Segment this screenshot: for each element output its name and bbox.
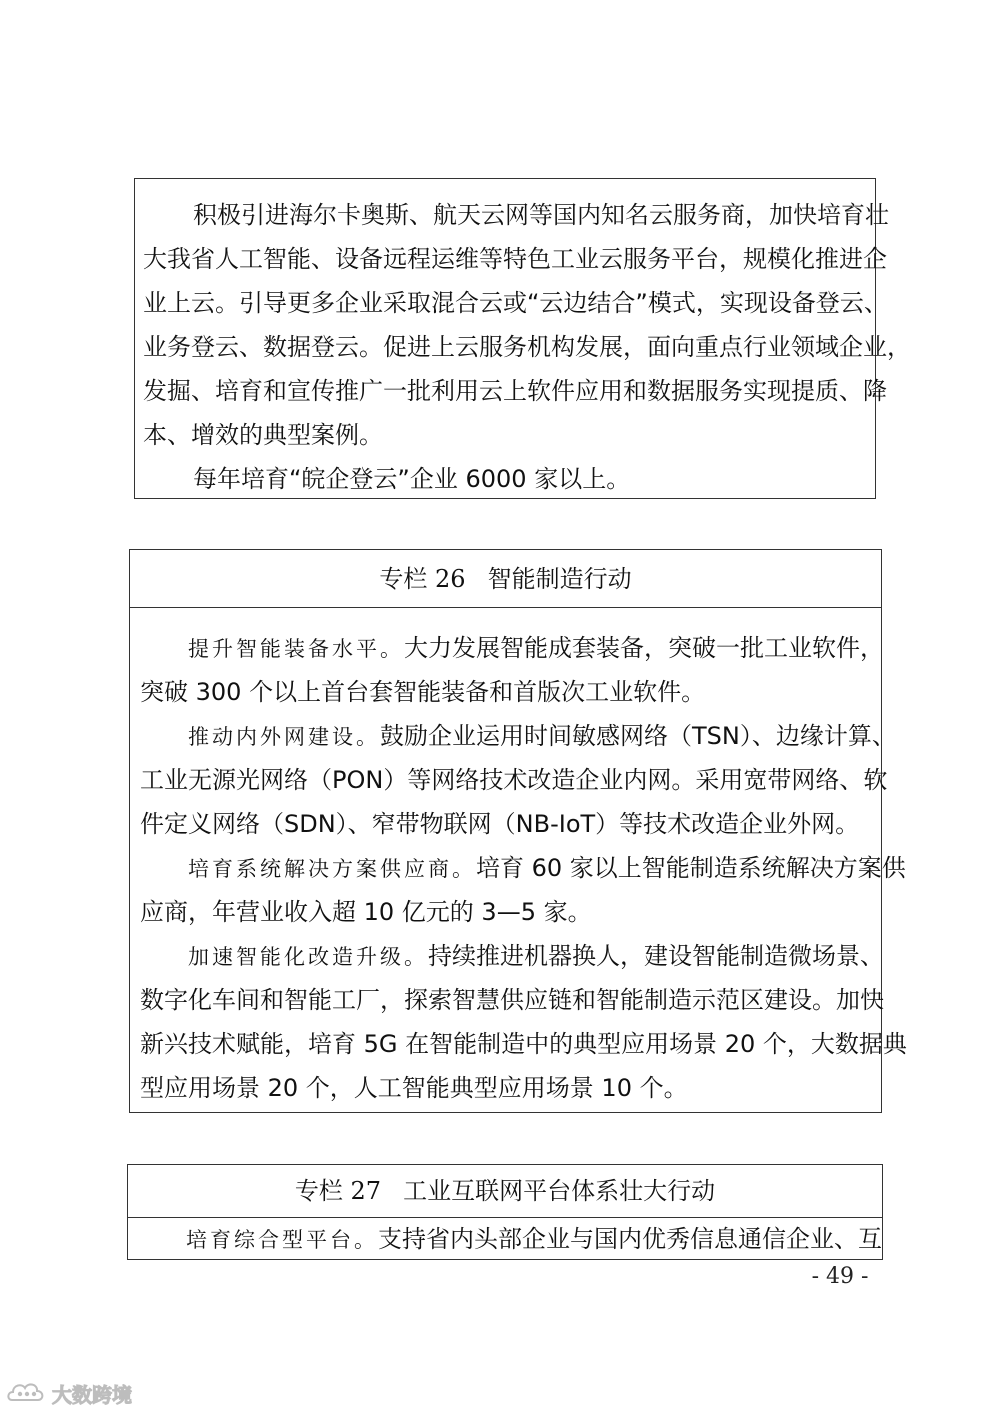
c27-p1-lead: 培育综合型平台。 [186,1228,378,1252]
watermark-text: 大数跨境 [52,1382,132,1407]
column-26-header [130,550,881,608]
intro-line-7: 每年培育“皖企登云”企业 6000 家以上。 [193,465,631,493]
c26-p4-line-4: 型应用场景 20 个，人工智能典型应用场景 10 个。 [140,1074,688,1102]
intro-line-2: 大我省人工智能、设备远程运维等特色工业云服务平台，规模化推进企 [143,245,887,273]
cloud-logo-icon [6,1378,46,1408]
column-27-box [127,1164,883,1260]
c26-p3-line-1 [188,846,906,890]
column-27-header [128,1165,882,1218]
column-26-number: 专栏 26 [379,565,466,593]
page-number: - 49 - [811,1264,869,1289]
c26-p1-lead: 提升智能装备水平。 [188,637,404,661]
watermark [6,1376,132,1410]
c26-p1-line-1 [188,626,884,670]
c27-p1-text-1: 支持省内头部企业与国内优秀信息通信企业、互 [378,1225,882,1253]
c26-p2-lead: 推动内外网建设。 [188,725,380,749]
c27-p1-line-1 [186,1218,882,1260]
intro-line-4: 业务登云、数据登云。促进上云服务机构发展，面向重点行业领域企业， [143,333,911,361]
intro-line-6: 本、增效的典型案例。 [143,421,383,449]
c26-p1-text-1: 大力发展智能成套装备，突破一批工业软件， [404,634,884,662]
intro-line-1: 积极引进海尔卡奥斯、航天云网等国内知名云服务商，加快培育壮 [193,201,889,229]
c26-p2-text-1: 鼓励企业运用时间敏感网络（TSN）、边缘计算、 [380,722,896,750]
c26-p3-lead: 培育系统解决方案供应商。 [188,857,476,881]
c26-p4-line-2: 数字化车间和智能工厂，探索智慧供应链和智能制造示范区建设。加快 [140,986,884,1014]
c26-p4-line-1 [188,934,884,978]
c26-p2-line-2: 工业无源光网络（PON）等网络技术改造企业内网。采用宽带网络、软 [140,766,888,794]
column-27-number: 专栏 27 [294,1177,382,1205]
intro-line-5: 发掘、培育和宣传推广一批利用云上软件应用和数据服务实现提质、降 [143,377,887,405]
c26-p4-line-3: 新兴技术赋能，培育 5G 在智能制造中的典型应用场景 20 个，大数据典 [140,1030,907,1058]
c26-p4-lead: 加速智能化改造升级。 [188,945,428,969]
c26-p1-line-2: 突破 300 个以上首台套智能装备和首版次工业软件。 [140,678,706,706]
c26-p2-line-1 [188,714,896,758]
c26-p2-line-3: 件定义网络（SDN）、窄带物联网（NB-IoT）等技术改造企业外网。 [140,810,860,838]
column-26-title: 智能制造行动 [487,565,632,593]
c26-p3-line-2: 应商，年营业收入超 10 亿元的 3—5 家。 [140,898,592,926]
column-27-title: 工业互联网平台体系壮大行动 [403,1177,716,1205]
column-26-box [129,549,907,1113]
intro-box [134,178,911,499]
c26-p4-text-1: 持续推进机器换人，建设智能制造微场景、 [428,942,884,970]
c26-p3-text-1: 培育 60 家以上智能制造系统解决方案供 [476,854,906,882]
intro-line-3: 业上云。引导更多企业采取混合云或“云边结合”模式，实现设备登云、 [143,289,888,317]
